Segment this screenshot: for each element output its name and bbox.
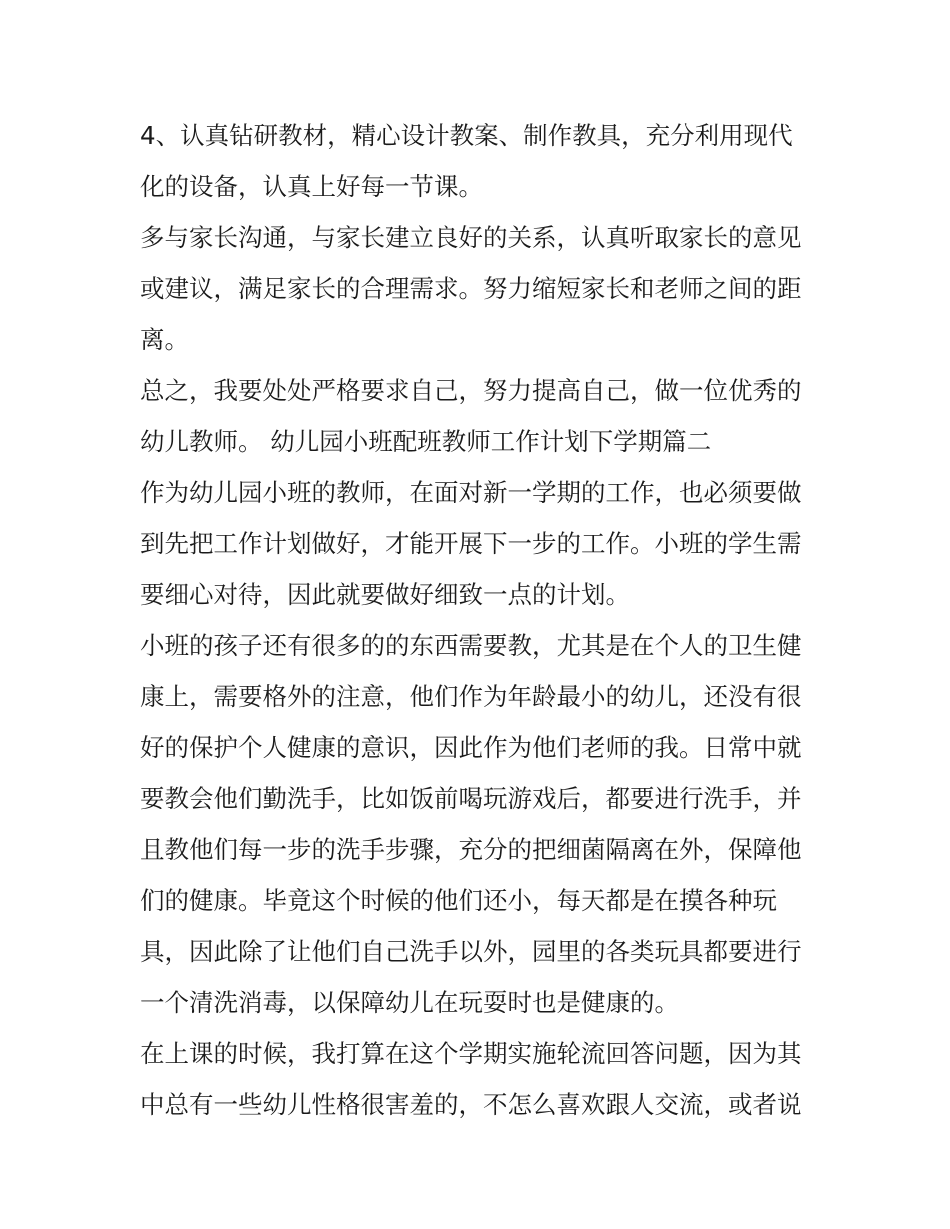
paragraph-4 — [140, 467, 820, 620]
paragraph-5 — [140, 620, 820, 1028]
paragraph-6 — [140, 1028, 820, 1130]
text-line: 总之，我要处处严格要求自己，努力提高自己，做一位优秀的 — [140, 376, 802, 405]
text-line: 化的设备，认真上好每一节课。 — [140, 172, 483, 201]
text-line: 要细心对待，因此就要做好细致一点的计划。 — [140, 580, 630, 609]
text-line: 要教会他们勤洗手，比如饭前喝玩游戏后，都要进行洗手，并 — [140, 784, 802, 813]
text-line: 多与家长沟通，与家长建立良好的关系，认真听取家长的意见 — [140, 223, 802, 252]
text-line: 们的健康。毕竟这个时候的他们还小，每天都是在摸各种玩 — [140, 886, 777, 915]
text-line: 作为幼儿园小班的教师，在面对新一学期的工作，也必须要做 — [140, 478, 802, 507]
text-line: 或建议，满足家长的合理需求。努力缩短家长和老师之间的距 — [140, 274, 802, 303]
paragraph-2 — [140, 212, 820, 365]
text-line: 幼儿教师。 幼儿园小班配班教师工作计划下学期篇二 — [140, 427, 712, 456]
text-line: 一个清洗消毒，以保障幼儿在玩耍时也是健康的。 — [140, 988, 679, 1017]
text-line: 具，因此除了让他们自己洗手以外，园里的各类玩具都要进行 — [140, 937, 802, 966]
text-line: 到先把工作计划做好，才能开展下一步的工作。小班的学生需 — [140, 529, 802, 558]
text-line: 且教他们每一步的洗手步骤，充分的把细菌隔离在外，保障他 — [140, 835, 802, 864]
text-line: 中总有一些幼儿性格很害羞的，不怎么喜欢跟人交流，或者说 — [140, 1090, 802, 1119]
text-line: 离。 — [140, 325, 189, 354]
text-line: 好的保护个人健康的意识，因此作为他们老师的我。日常中就 — [140, 733, 802, 762]
document-page — [140, 110, 820, 1130]
paragraph-1 — [140, 110, 820, 212]
text-line: 小班的孩子还有很多的的东西需要教，尤其是在个人的卫生健 — [140, 631, 802, 660]
text-line: 在上课的时候，我打算在这个学期实施轮流回答问题，因为其 — [140, 1039, 802, 1068]
text-line: 4、认真钻研教材，精心设计教案、制作教具，充分利用现代 — [140, 121, 793, 150]
paragraph-3 — [140, 365, 820, 467]
text-line: 康上，需要格外的注意，他们作为年龄最小的幼儿，还没有很 — [140, 682, 802, 711]
